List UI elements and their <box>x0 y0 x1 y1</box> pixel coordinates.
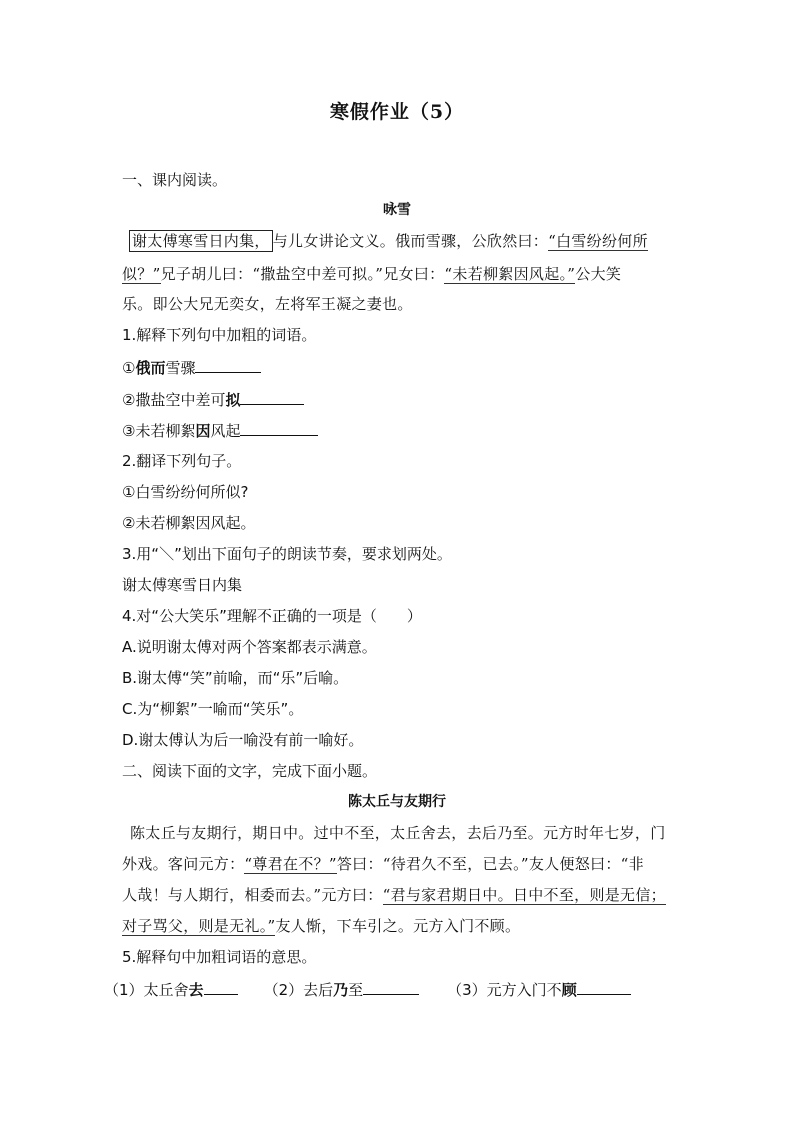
q-text: ③未若柳絮 <box>122 422 196 440</box>
passage-text: 友人惭，下车引之。元方入门不顾。 <box>275 917 521 935</box>
q-text: （3）元方入门不 <box>447 981 562 999</box>
answer-blank[interactable] <box>577 979 631 995</box>
passage-text: 兄子胡儿曰：“撒盐空中差可拟。”兄女曰： <box>160 265 445 283</box>
question-2: 2.翻译下列句子。 <box>122 452 242 470</box>
question-1c <box>122 420 318 441</box>
question-5-items <box>104 979 631 1000</box>
answer-blank[interactable] <box>204 979 238 995</box>
bold-word: 乃 <box>333 981 349 999</box>
question-3: 3.用“＼”划出下面句子的朗读节奏，要求划两处。 <box>122 545 452 563</box>
answer-blank[interactable] <box>240 389 304 405</box>
passage2-title: 陈太丘与友期行 <box>348 794 446 810</box>
bold-word: 去 <box>188 981 204 999</box>
q-text: 雪骤 <box>165 359 196 377</box>
option-b[interactable]: B.谢太傅“笑”前喻，而“乐”后喻。 <box>122 669 349 687</box>
underlined-quote: “未若柳絮因风起。” <box>444 265 576 283</box>
passage-text: 人哉！与人期行，相委而去。”元方曰： <box>122 886 383 904</box>
q-text: ① <box>122 359 136 377</box>
passage-text: 公大笑 <box>575 265 622 283</box>
underlined-quote: “白雪纷纷何所 <box>548 232 648 250</box>
passage-text: 与儿女讲论文义。俄而雪骤，公欣然曰： <box>272 232 549 250</box>
passage2-line4 <box>122 916 520 936</box>
q-text: （2）去后 <box>263 981 334 999</box>
passage1-line3: 乐。即公大兄无奕女，左将军王凝之妻也。 <box>122 295 413 313</box>
question-1: 1.解释下列句中加粗的词语。 <box>122 326 317 344</box>
page-title: 寒假作业（5） <box>329 101 465 123</box>
passage1-line1 <box>129 231 648 251</box>
bold-word: 拟 <box>225 391 241 409</box>
question-2a: ①白雪纷纷何所似? <box>122 483 249 501</box>
section1-heading: 一、课内阅读。 <box>122 171 228 189</box>
underlined-quote: “君与家君期日中。日中不至，则是无信； <box>382 886 666 904</box>
bold-word: 俄而 <box>135 359 166 377</box>
option-d[interactable]: D.谢太傅认为后一喻没有前一喻好。 <box>122 731 364 749</box>
q-text: 风起 <box>210 422 241 440</box>
answer-blank[interactable] <box>195 357 261 373</box>
option-c[interactable]: C.为“柳絮”一喻而“笑乐”。 <box>122 700 304 718</box>
answer-blank[interactable] <box>240 420 318 436</box>
poem-title: 咏雪 <box>383 202 411 218</box>
underlined-quote: 似？” <box>122 265 161 283</box>
section2-heading: 二、阅读下面的文字，完成下面小题。 <box>122 762 378 780</box>
passage-text: 答曰：“待君久不至，已去。”友人便怒曰：“非 <box>336 855 644 873</box>
bold-word: 顾 <box>561 981 577 999</box>
passage-text: 外戏。客问元方： <box>122 855 245 873</box>
answer-blank[interactable] <box>363 979 419 995</box>
q-text: 至 <box>348 981 364 999</box>
question-4: 4.对“公大笑乐”理解不正确的一项是（ ） <box>122 607 422 625</box>
question-2b: ②未若柳絮因风起。 <box>122 514 256 532</box>
passage2-line3 <box>122 885 666 905</box>
boxed-sentence: 谢太傅寒雪日内集， <box>129 230 273 252</box>
question-5: 5.解释句中加粗词语的意思。 <box>122 948 317 966</box>
underlined-quote: 对子骂父，则是无礼。” <box>122 917 276 935</box>
question-1b <box>122 389 304 410</box>
q-text: ②撒盐空中差可 <box>122 391 226 409</box>
underlined-quote: “尊君在不？” <box>244 855 337 873</box>
bold-word: 因 <box>195 422 211 440</box>
question-1a <box>122 357 261 378</box>
q-text: （1）太丘舍 <box>104 981 189 999</box>
question-3-sentence: 谢太傅寒雪日内集 <box>122 576 243 594</box>
option-a[interactable]: A.说明谢太傅对两个答案都表示满意。 <box>122 638 377 656</box>
passage2-line1: 陈太丘与友期行，期日中。过中不至，太丘舍去，去后乃至。元方时年七岁，门 <box>130 824 666 842</box>
passage2-line2 <box>122 854 644 874</box>
passage1-line2 <box>122 264 621 284</box>
